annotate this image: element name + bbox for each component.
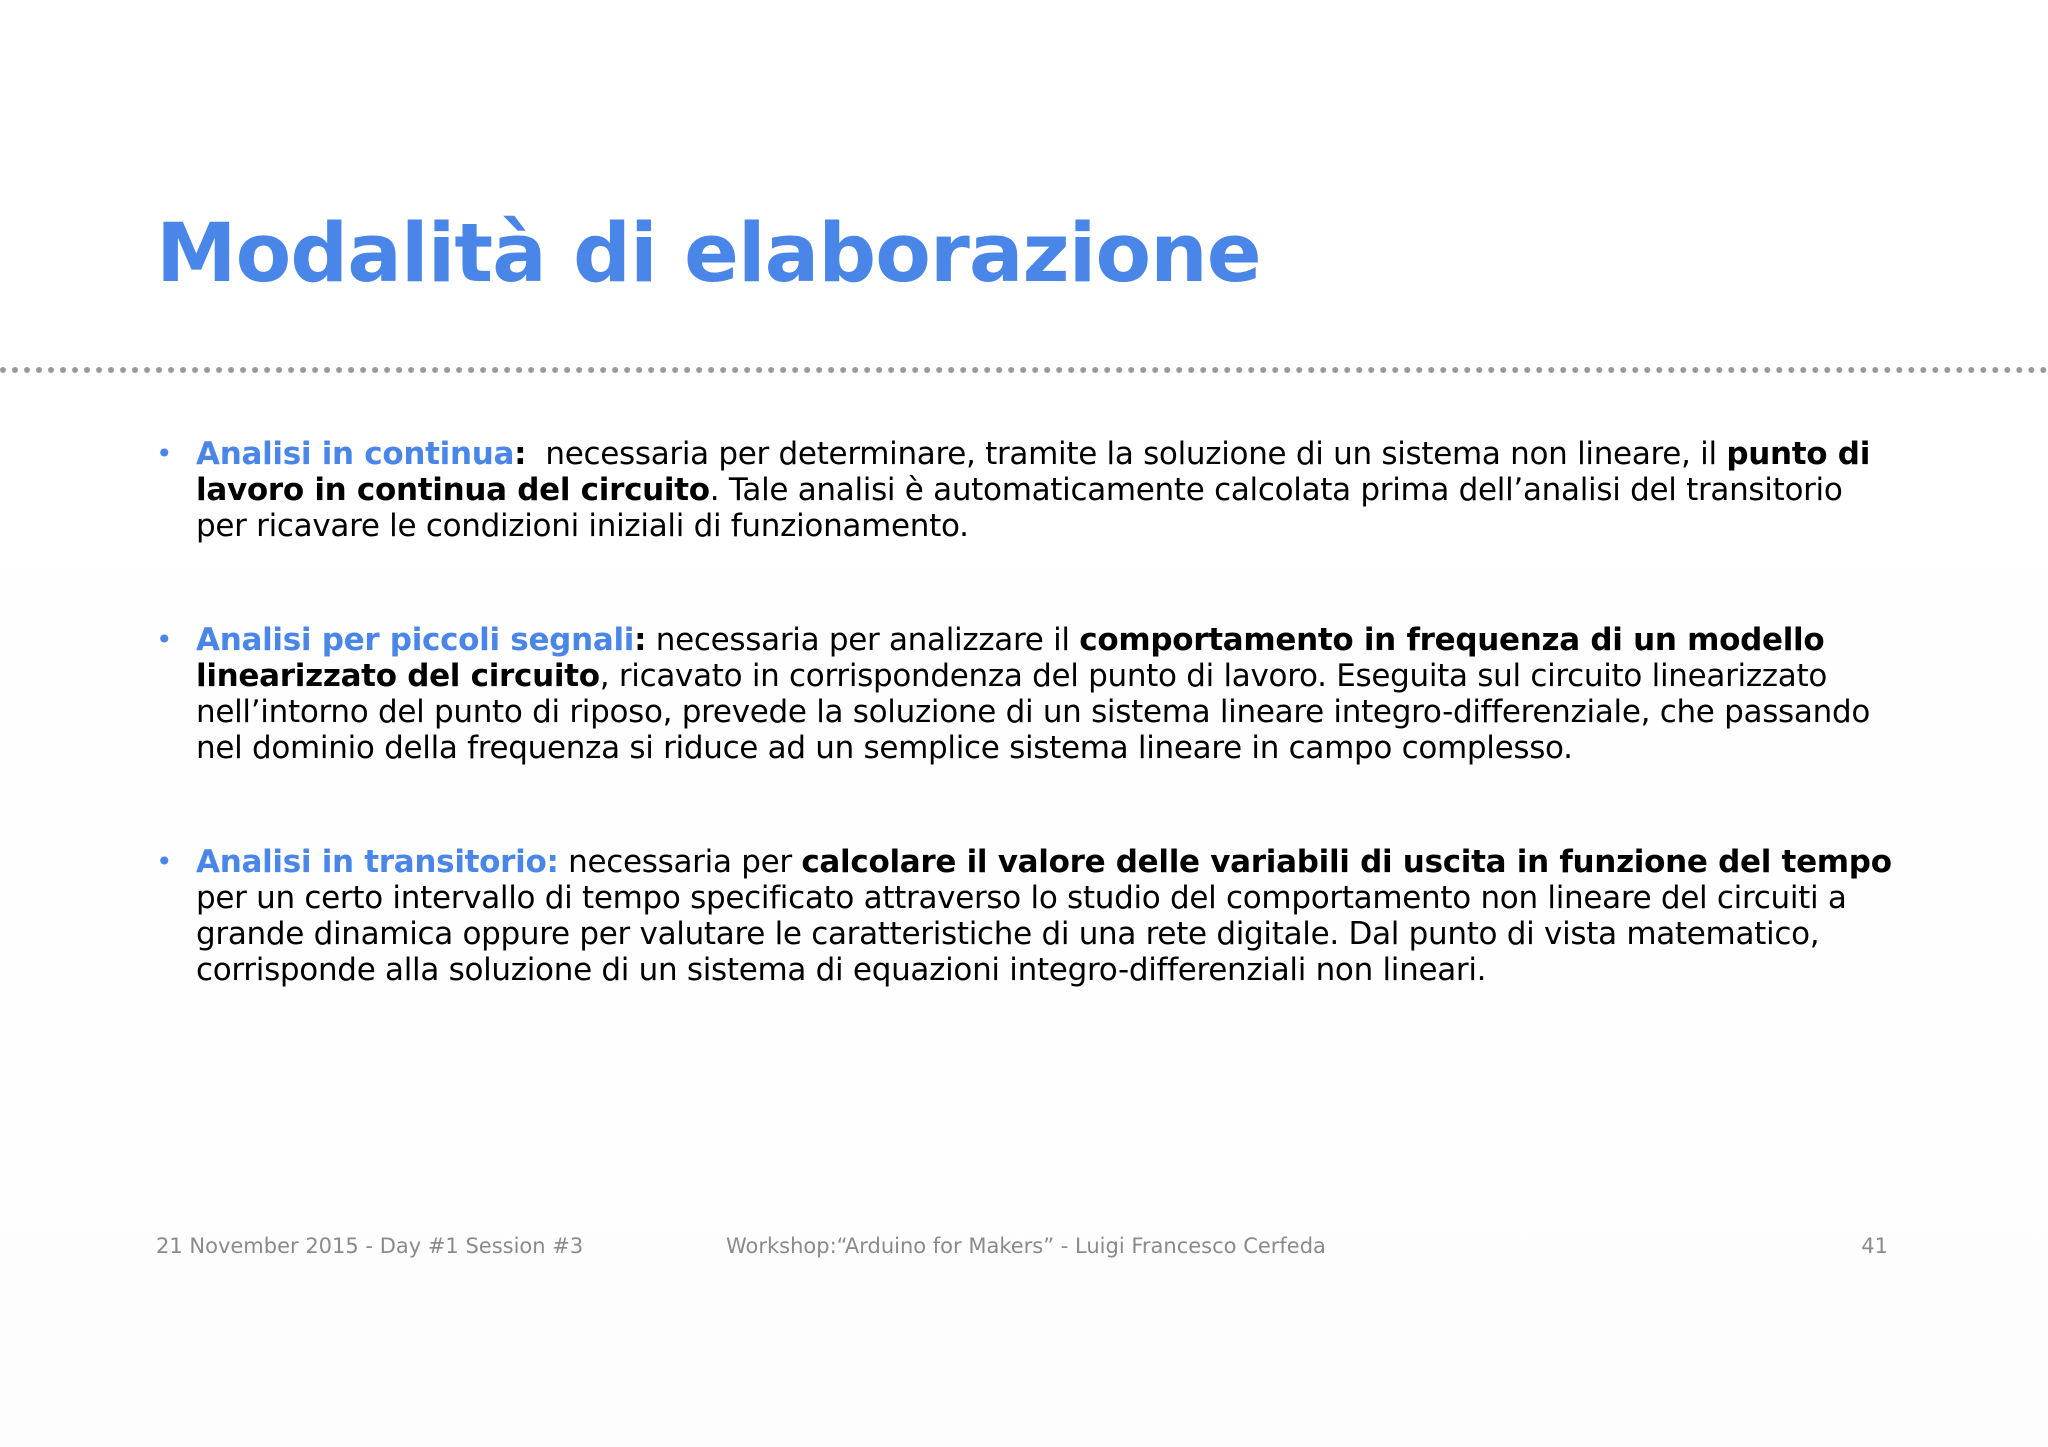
bullet-emphasis: comportamento in frequenza di un modello linearizzato del circuito	[196, 622, 1825, 694]
page-number: 41	[1861, 1234, 1888, 1258]
slide-title: Modalità di elaborazione	[156, 207, 1261, 301]
bullet-marker: •	[156, 845, 173, 878]
bullet-emphasis: calcolare il valore delle variabili di uscita in funzione del tempo	[801, 844, 1892, 880]
bullet-text: . Tale analisi è automaticamente calcolata prima dell’analisi del transitorio per ricavare le condizioni iniziali di funzionamento.	[196, 472, 1843, 544]
bullet-list	[156, 436, 1896, 988]
bullet-item-piccoli-segnali	[156, 622, 1896, 766]
bullet-emphasis: punto di lavoro in continua del circuito	[196, 436, 1871, 508]
bullet-marker: •	[156, 437, 173, 470]
bullet-text: per un certo intervallo di tempo specificato attraverso lo studio del comportamento non lineare del circuiti a grande dinamica oppure per valutare le caratteristiche di una rete digitale. Dal punto di vista matematico, corrisponde alla soluzione di un sistema di equazioni integro-differenziali non lineari.	[196, 880, 1847, 988]
bullet-item-continua	[156, 436, 1896, 544]
bullet-marker: •	[156, 623, 173, 656]
bullet-term: Analisi per piccoli segnali	[196, 622, 635, 658]
bullet-item-transitorio	[156, 844, 1896, 988]
bullet-text: necessaria per	[558, 844, 802, 880]
bullet-text: necessaria per determinare, tramite la soluzione di un sistema non lineare, il	[526, 436, 1727, 472]
title-divider	[0, 367, 2048, 373]
bullet-term-separator: :	[634, 622, 647, 658]
bullet-term: Analisi in continua	[196, 436, 515, 472]
bullet-term: Analisi in transitorio:	[196, 844, 559, 880]
bullet-text: necessaria per analizzare il	[646, 622, 1080, 658]
footer-date: 21 November 2015 - Day #1 Session #3	[156, 1234, 584, 1258]
bullet-text: , ricavato in corrispondenza del punto di lavoro. Eseguita sul circuito linearizzato nell’intorno del punto di riposo, prevede la soluzione di un sistema lineare integro-differenziale, che passando nel dominio della frequenza si riduce ad un semplice sistema lineare in campo complesso.	[196, 658, 1870, 766]
footer-workshop: Workshop:“Arduino for Makers” - Luigi Francesco Cerfeda	[726, 1234, 1326, 1258]
bullet-term-separator: :	[514, 436, 527, 472]
